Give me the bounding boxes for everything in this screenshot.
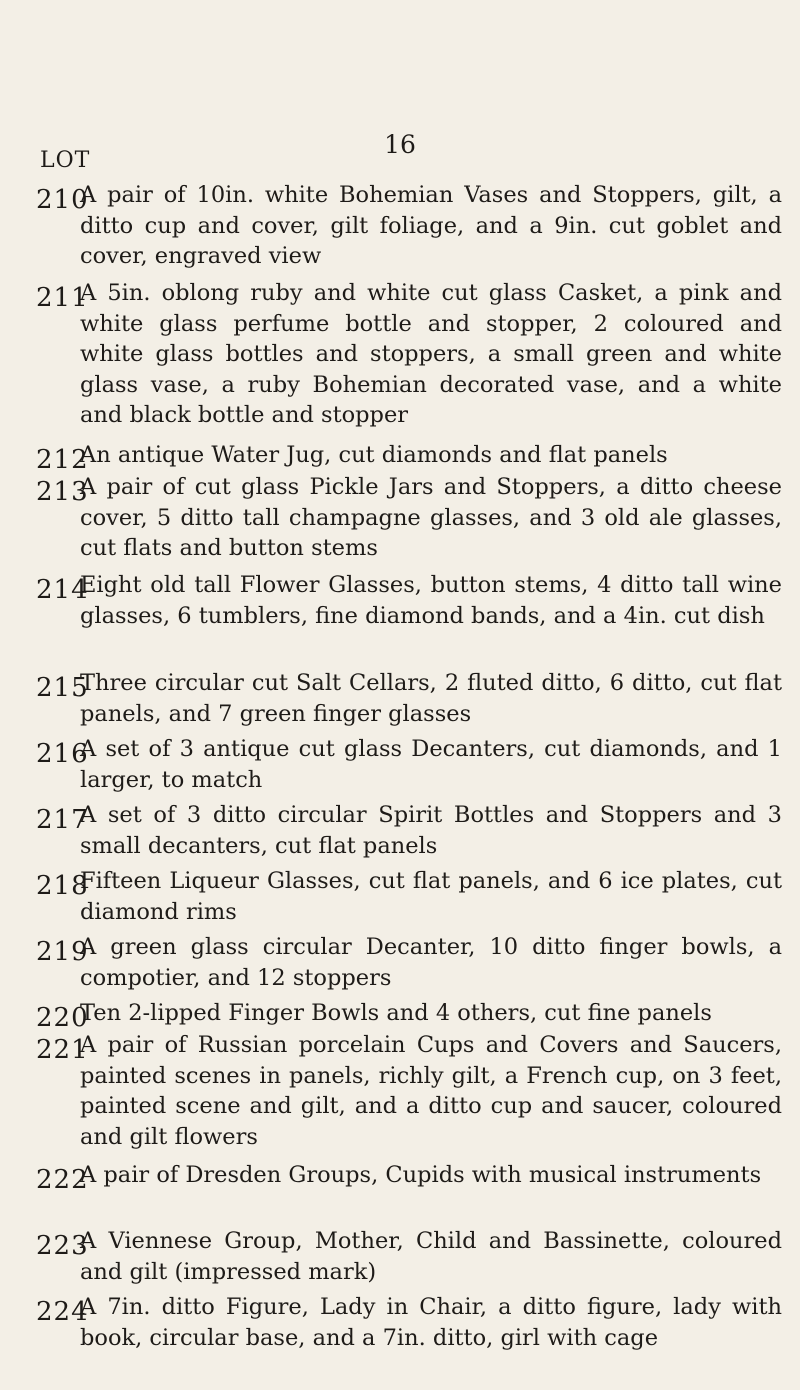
lot-description: A pair of Russian porcelain Cups and Covers and Saucers, painted scenes in panels, richly gilt, a French cup, on 3 feet, painted scene and gilt, and a ditto cup and saucer, coloured and gilt flowers bbox=[80, 1032, 782, 1150]
lot-entry bbox=[0, 866, 800, 932]
lot-entry bbox=[0, 1030, 800, 1160]
lot-number: 214 bbox=[36, 575, 89, 605]
lot-entry bbox=[0, 1226, 800, 1292]
lot-entry bbox=[0, 1292, 800, 1390]
lot-number: 217 bbox=[36, 805, 89, 835]
lot-entry bbox=[0, 734, 800, 800]
page-number: 16 bbox=[384, 130, 416, 159]
lot-entry bbox=[0, 668, 800, 734]
lot-description: A green glass circular Decanter, 10 ditto finger bowls, a compotier, and 12 stoppers bbox=[80, 934, 782, 991]
lot-entry bbox=[0, 932, 800, 998]
lot-description: Fifteen Liqueur Glasses, cut flat panels, and 6 ice plates, cut diamond rims bbox=[80, 868, 782, 925]
lot-number: 219 bbox=[36, 937, 89, 967]
lot-number: 222 bbox=[36, 1165, 89, 1195]
lot-number: 210 bbox=[36, 185, 89, 215]
lot-description: A pair of 10in. white Bohemian Vases and Stoppers, gilt, a ditto cup and cover, gilt foliage, and a 9in. cut goblet and cover, engraved view bbox=[80, 182, 782, 269]
lot-entry bbox=[0, 1160, 800, 1226]
lot-number: 223 bbox=[36, 1231, 89, 1261]
lot-entry bbox=[0, 472, 800, 570]
lot-description: A 7in. ditto Figure, Lady in Chair, a ditto figure, lady with book, circular base, and a 7in. ditto, girl with cage bbox=[80, 1294, 782, 1351]
lot-entry bbox=[0, 570, 800, 668]
lot-number: 213 bbox=[36, 477, 89, 507]
lot-entry bbox=[0, 180, 800, 278]
lot-description: Ten 2-lipped Finger Bowls and 4 others, cut fine panels bbox=[80, 1000, 712, 1026]
lot-entry bbox=[0, 278, 800, 440]
lot-entry bbox=[0, 440, 800, 475]
lot-description: A Viennese Group, Mother, Child and Bassinette, coloured and gilt (impressed mark) bbox=[80, 1228, 782, 1285]
lot-entry bbox=[0, 998, 800, 1033]
lot-heading: LOT bbox=[40, 148, 91, 173]
lot-number: 220 bbox=[36, 1003, 89, 1033]
lot-number: 215 bbox=[36, 673, 89, 703]
lot-entry bbox=[0, 800, 800, 866]
lot-description: An antique Water Jug, cut diamonds and flat panels bbox=[80, 442, 668, 468]
lot-number: 224 bbox=[36, 1297, 89, 1327]
lot-description: A pair of cut glass Pickle Jars and Stoppers, a ditto cheese cover, 5 ditto tall champagne glasses, and 3 old ale glasses, cut flats and button stems bbox=[80, 474, 782, 561]
lot-description: A pair of Dresden Groups, Cupids with musical instruments bbox=[80, 1162, 762, 1188]
lot-number: 212 bbox=[36, 445, 89, 475]
lot-description: A set of 3 antique cut glass Decanters, cut diamonds, and 1 larger, to match bbox=[80, 736, 782, 793]
lot-description: A set of 3 ditto circular Spirit Bottles and Stoppers and 3 small decanters, cut flat panels bbox=[80, 802, 782, 859]
lot-number: 216 bbox=[36, 739, 89, 769]
lot-description: A 5in. oblong ruby and white cut glass Casket, a pink and white glass perfume bottle and stopper, 2 coloured and white glass bottles and stoppers, a small green and white glass vase, a ruby Bohemian decorated vase, and a white and black bottle and stopper bbox=[80, 280, 782, 428]
lot-list bbox=[0, 180, 800, 1390]
lot-number: 211 bbox=[36, 283, 89, 313]
lot-description: Three circular cut Salt Cellars, 2 fluted ditto, 6 ditto, cut flat panels, and 7 green finger glasses bbox=[80, 670, 782, 727]
lot-number: 218 bbox=[36, 871, 89, 901]
lot-description: Eight old tall Flower Glasses, button stems, 4 ditto tall wine glasses, 6 tumblers, fine diamond bands, and a 4in. cut dish bbox=[80, 572, 782, 629]
lot-number: 221 bbox=[36, 1035, 89, 1065]
